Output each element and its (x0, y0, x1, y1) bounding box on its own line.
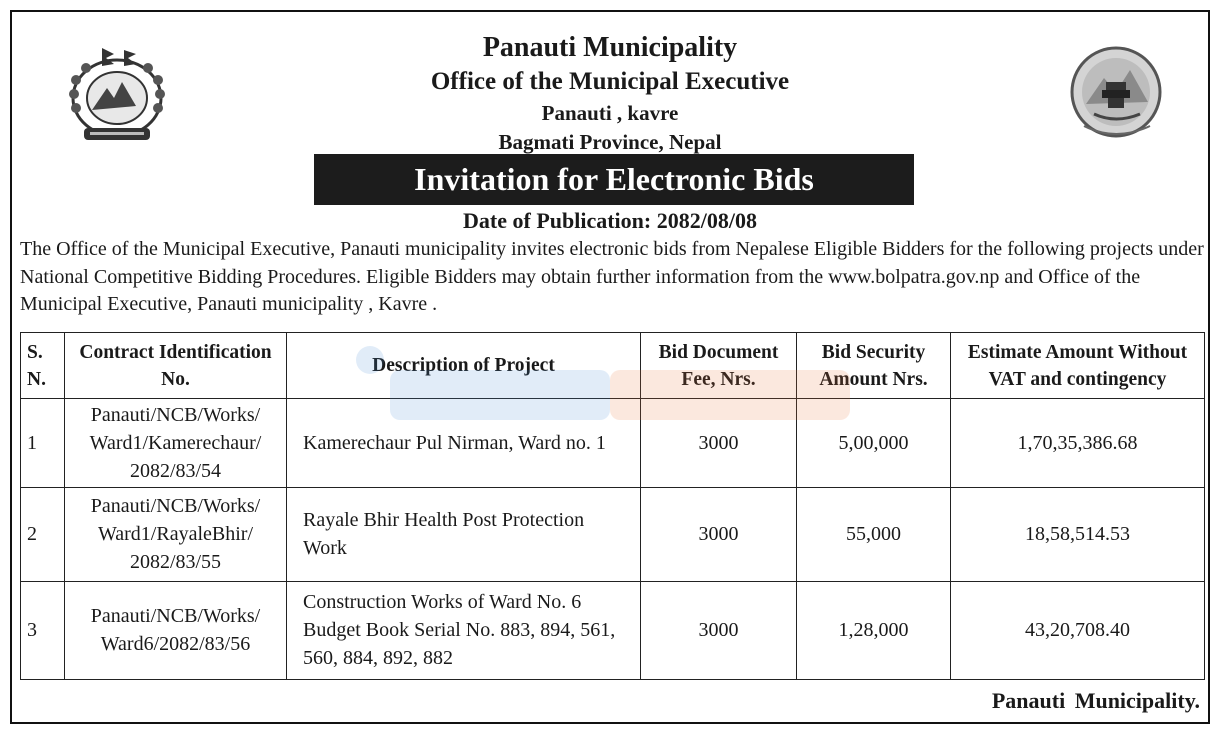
header-security: Bid Security Amount Nrs. (797, 333, 951, 399)
notice-title-banner (314, 154, 914, 205)
office-location: Panauti , kavre (541, 101, 679, 125)
publication-date: Date of Publication: 2082/08/08 (463, 208, 757, 233)
notice-title: Invitation for Electronic Bids (414, 161, 814, 197)
org-name: Panauti Municipality (482, 32, 738, 63)
row-description: Kamerechaur Pul Nirman, Ward no. 1 (287, 399, 641, 488)
row-description: Construction Works of Ward No. 6 Budget Book Serial No. 883, 894, 561, 560, 884, 892, 882 (287, 581, 641, 679)
table-row (21, 399, 1205, 488)
row-estimate: 18,58,514.53 (951, 487, 1205, 581)
row-sn: 1 (21, 399, 65, 488)
header-contract-id: Contract Identification No. (65, 333, 287, 399)
intro-paragraph: The Office of the Municipal Executive, Panauti municipality invites electronic bids from Nepalese Eligible Bidders for the following projects under National Competitive Bidding Procedures. Eligible Bidders may obtain further information from the www.bolpatra.gov.np and Office of the Municipal Executive, Panauti municipality , Kavre . (20, 238, 1204, 315)
table-header-row (21, 333, 1205, 399)
notice-frame (10, 10, 1210, 724)
row-doc-fee: 3000 (641, 487, 797, 581)
province-name: Bagmati Province, Nepal (498, 130, 722, 154)
header-description: Description of Project (287, 333, 641, 399)
row-sn: 3 (21, 581, 65, 679)
row-security: 55,000 (797, 487, 951, 581)
footer-signature: Panauti Municipality. (991, 688, 1200, 713)
row-contract-id: Panauti/NCB/Works/ Ward1/Kamerechaur/ 2082/83/54 (65, 399, 287, 488)
row-sn: 2 (21, 487, 65, 581)
row-description: Rayale Bhir Health Post Protection Work (287, 487, 641, 581)
table-row (21, 487, 1205, 581)
row-doc-fee: 3000 (641, 581, 797, 679)
row-security: 5,00,000 (797, 399, 951, 488)
row-doc-fee: 3000 (641, 399, 797, 488)
bids-table (20, 332, 1205, 680)
row-security: 1,28,000 (797, 581, 951, 679)
office-name: Office of the Municipal Executive (430, 68, 790, 95)
row-estimate: 1,70,35,386.68 (951, 399, 1205, 488)
header-estimate: Estimate Amount Without VAT and contingency (951, 333, 1205, 399)
table-row (21, 581, 1205, 679)
row-contract-id: Panauti/NCB/Works/ Ward1/RayaleBhir/ 2082/83/55 (65, 487, 287, 581)
header-sn: S. N. (21, 333, 65, 399)
row-estimate: 43,20,708.40 (951, 581, 1205, 679)
header-doc-fee: Bid Document Fee, Nrs. (641, 333, 797, 399)
row-contract-id: Panauti/NCB/Works/ Ward6/2082/83/56 (65, 581, 287, 679)
